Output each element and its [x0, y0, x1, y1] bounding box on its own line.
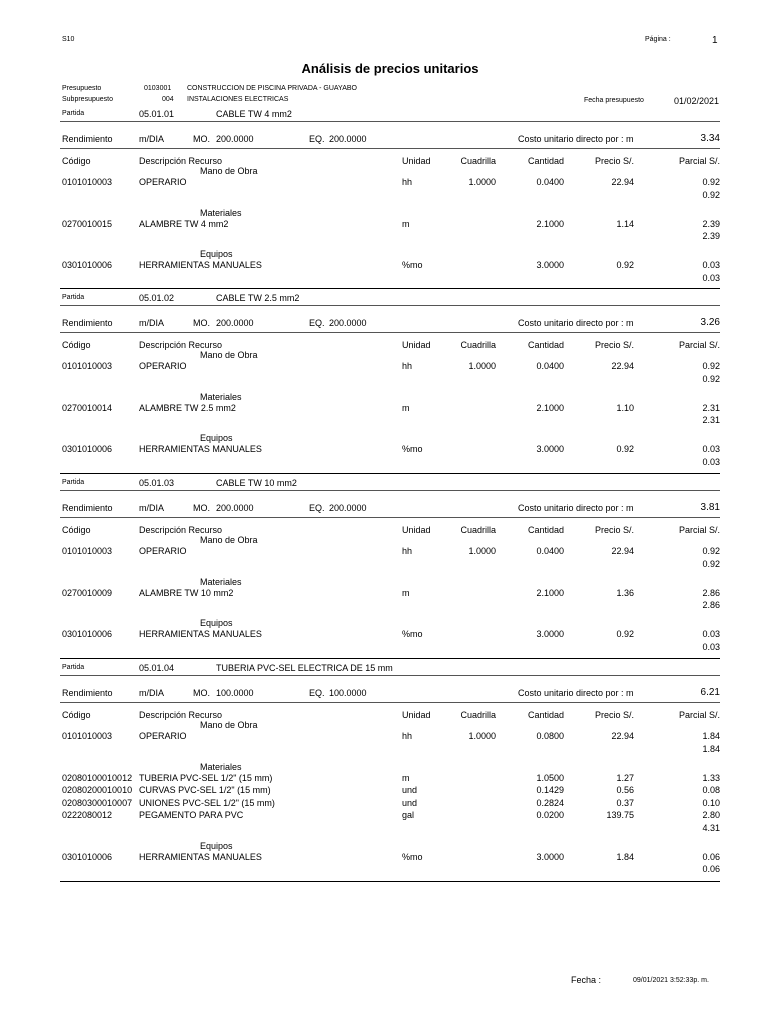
row-precio: 22.94 [611, 546, 634, 556]
materiales-heading: Materiales [200, 391, 242, 402]
presupuesto-name: CONSTRUCCION DE PISCINA PRIVADA - GUAYABO [187, 85, 357, 92]
col-descripcion: Descripción Recurso [139, 156, 223, 166]
materiales-total: 4.31 [702, 822, 720, 833]
eq-label: EQ. [309, 688, 325, 698]
col-parcial: Parcial S/. [678, 156, 720, 166]
row-descripcion: ALAMBRE TW 2.5 mm2 [139, 402, 236, 413]
eq-value: 200.0000 [329, 503, 367, 513]
row-unidad: %mo [402, 444, 423, 454]
eq-label: EQ. [309, 503, 325, 513]
mano-de-obra-heading: Mano de Obra [200, 166, 258, 176]
equipos-total: 0.06 [702, 864, 720, 874]
rendimiento-underline [60, 148, 720, 149]
partida-underline [60, 490, 720, 491]
mo-value: 200.0000 [216, 503, 254, 513]
footer-fecha-value: 09/01/2021 3:52:33p. m. [633, 977, 709, 984]
equipos-total: 0.03 [702, 641, 720, 652]
row-codigo: 0222080012 [62, 810, 113, 820]
row-cantidad: 3.0000 [536, 851, 564, 862]
row-unidad: hh [402, 546, 413, 556]
row-codigo: 0301010006 [62, 629, 113, 639]
mano-de-obra-total: 0.92 [702, 558, 720, 569]
rendimiento-unit: m/DIA [139, 688, 165, 698]
row-unidad: und [402, 797, 418, 808]
row-cuadrilla: 1.0000 [468, 546, 496, 556]
page-label: Página : [645, 36, 671, 43]
rendimiento-label: Rendimiento [62, 318, 113, 328]
row-descripcion: ALAMBRE TW 4 mm2 [139, 218, 229, 229]
col-precio: Precio S/. [594, 710, 634, 720]
row-precio: 1.84 [616, 851, 634, 862]
subpresupuesto-name: INSTALACIONES ELECTRICAS [187, 96, 289, 103]
rendimiento-unit: m/DIA [139, 503, 165, 513]
row-parcial: 2.86 [702, 587, 720, 598]
row-cantidad: 0.1429 [536, 785, 564, 795]
col-descripcion: Descripción Recurso [139, 525, 223, 535]
row-parcial: 0.03 [702, 260, 720, 270]
row-codigo: 0270010015 [62, 218, 113, 229]
row-parcial: 0.92 [702, 177, 720, 187]
equipos-heading: Equipos [200, 840, 233, 851]
row-cantidad: 0.2824 [536, 797, 564, 808]
row-descripcion: ALAMBRE TW 10 mm2 [139, 587, 234, 598]
mo-label: MO. [193, 503, 210, 513]
partida-label: Partida [62, 110, 85, 117]
col-descripcion: Descripción Recurso [139, 340, 223, 350]
partida-separator [60, 473, 720, 474]
row-precio: 1.10 [616, 402, 634, 413]
row-unidad: hh [402, 731, 413, 741]
partida-code: 05.01.03 [139, 478, 175, 488]
col-precio: Precio S/. [594, 156, 634, 166]
subpresupuesto-code: 004 [162, 96, 174, 103]
costo-label: Costo unitario directo por : m [518, 688, 634, 698]
row-parcial: 0.92 [702, 361, 720, 371]
row-precio: 0.92 [616, 260, 634, 270]
row-cuadrilla: 1.0000 [468, 361, 496, 371]
rendimiento-underline [60, 332, 720, 333]
row-cuadrilla: 1.0000 [468, 177, 496, 187]
col-descripcion: Descripción Recurso [139, 710, 223, 720]
row-cantidad: 0.0400 [536, 361, 564, 371]
costo-label: Costo unitario directo por : m [518, 318, 634, 328]
equipos-heading: Equipos [200, 618, 233, 628]
row-unidad: m [402, 587, 410, 598]
partida-code: 05.01.04 [139, 663, 175, 673]
row-unidad: %mo [402, 851, 423, 862]
partida-label: Partida [62, 479, 85, 486]
col-parcial: Parcial S/. [678, 525, 720, 535]
row-descripcion: HERRAMIENTAS MANUALES [139, 444, 262, 454]
col-codigo: Código [62, 710, 91, 720]
mo-value: 200.0000 [216, 134, 254, 144]
mano-de-obra-total: 1.84 [702, 743, 720, 754]
materiales-heading: Materiales [200, 576, 242, 587]
row-codigo: 0101010003 [62, 731, 113, 741]
row-cantidad: 2.1000 [536, 402, 564, 413]
row-unidad: %mo [402, 260, 423, 270]
row-parcial: 0.03 [702, 629, 720, 639]
row-precio: 0.92 [616, 444, 634, 454]
row-descripcion: OPERARIO [139, 546, 187, 556]
row-unidad: m [402, 218, 410, 229]
row-precio: 22.94 [611, 361, 634, 371]
row-codigo: 02080100010012 [62, 772, 133, 783]
row-parcial: 0.08 [702, 785, 720, 795]
system-label: S10 [62, 36, 75, 43]
rendimiento-unit: m/DIA [139, 318, 165, 328]
materiales-heading: Materiales [200, 207, 242, 218]
mano-de-obra-heading: Mano de Obra [200, 720, 258, 730]
row-precio: 22.94 [611, 177, 634, 187]
rendimiento-underline [60, 517, 720, 518]
costo-value: 6.21 [700, 687, 720, 698]
row-unidad: m [402, 402, 410, 413]
row-parcial: 0.06 [702, 851, 720, 862]
row-precio: 0.37 [616, 797, 634, 808]
col-codigo: Código [62, 525, 91, 535]
row-cantidad: 2.1000 [536, 587, 564, 598]
fecha-presupuesto-label: Fecha presupuesto [584, 97, 644, 104]
col-codigo: Código [62, 340, 91, 350]
partida-label: Partida [62, 664, 85, 671]
partida-underline [60, 675, 720, 676]
row-descripcion: OPERARIO [139, 731, 187, 741]
partida-separator [60, 658, 720, 659]
equipos-heading: Equipos [200, 433, 233, 443]
row-precio: 1.36 [616, 587, 634, 598]
row-codigo: 0101010003 [62, 177, 113, 187]
row-cantidad: 2.1000 [536, 218, 564, 229]
row-parcial: 0.92 [702, 546, 720, 556]
row-descripcion: CURVAS PVC-SEL 1/2" (15 mm) [139, 785, 271, 795]
partida-code: 05.01.01 [139, 109, 175, 119]
row-precio: 1.14 [616, 218, 634, 229]
partida-separator [60, 288, 720, 289]
row-parcial: 0.03 [702, 444, 720, 454]
row-cantidad: 0.0200 [536, 810, 564, 820]
partida-underline [60, 121, 720, 122]
costo-label: Costo unitario directo por : m [518, 503, 634, 513]
mano-de-obra-heading: Mano de Obra [200, 350, 258, 360]
footer-fecha-label: Fecha : [571, 975, 602, 985]
col-parcial: Parcial S/. [678, 340, 720, 350]
row-codigo: 0101010003 [62, 361, 113, 371]
row-precio: 139.75 [606, 810, 634, 820]
materiales-heading: Materiales [200, 761, 242, 772]
row-cantidad: 0.0800 [536, 731, 564, 741]
row-codigo: 0301010006 [62, 260, 113, 270]
col-cuadrilla: Cuadrilla [460, 156, 496, 166]
partida-code: 05.01.02 [139, 293, 175, 303]
row-parcial: 1.33 [702, 772, 720, 783]
col-unidad: Unidad [402, 156, 431, 166]
row-unidad: %mo [402, 629, 423, 639]
rendimiento-label: Rendimiento [62, 688, 113, 698]
col-unidad: Unidad [402, 525, 431, 535]
rendimiento-unit: m/DIA [139, 134, 165, 144]
partida-name: CABLE TW 10 mm2 [216, 478, 297, 488]
eq-value: 200.0000 [329, 134, 367, 144]
row-unidad: hh [402, 361, 413, 371]
row-codigo: 0270010014 [62, 402, 113, 413]
row-precio: 0.56 [616, 785, 634, 795]
costo-value: 3.81 [700, 502, 720, 513]
partida-name: CABLE TW 4 mm2 [216, 109, 292, 119]
mo-value: 100.0000 [216, 688, 254, 698]
rendimiento-label: Rendimiento [62, 503, 113, 513]
materiales-total: 2.86 [702, 600, 720, 610]
rendimiento-label: Rendimiento [62, 134, 113, 144]
fecha-presupuesto-value: 01/02/2021 [674, 96, 720, 106]
row-parcial: 2.39 [702, 218, 720, 229]
row-codigo: 02080200010010 [62, 785, 133, 795]
col-unidad: Unidad [402, 340, 431, 350]
row-codigo: 0301010006 [62, 851, 113, 862]
row-precio: 0.92 [616, 629, 634, 639]
col-unidad: Unidad [402, 710, 431, 720]
mano-de-obra-total: 0.92 [702, 373, 720, 384]
rendimiento-underline [60, 702, 720, 703]
presupuesto-label: Presupuesto [62, 85, 102, 92]
row-descripcion: HERRAMIENTAS MANUALES [139, 260, 262, 270]
mo-value: 200.0000 [216, 318, 254, 328]
row-descripcion: UNIONES PVC-SEL 1/2" (15 mm) [139, 797, 275, 808]
col-cantidad: Cantidad [527, 340, 564, 350]
col-precio: Precio S/. [594, 340, 634, 350]
row-codigo: 0270010009 [62, 587, 113, 598]
equipos-total: 0.03 [702, 272, 720, 283]
row-unidad: und [402, 785, 418, 795]
costo-value: 3.26 [700, 317, 720, 328]
eq-value: 200.0000 [329, 318, 367, 328]
row-cantidad: 3.0000 [536, 444, 564, 454]
mano-de-obra-total: 0.92 [702, 189, 720, 200]
row-cantidad: 0.0400 [536, 546, 564, 556]
col-cantidad: Cantidad [527, 525, 564, 535]
row-cantidad: 1.0500 [536, 772, 564, 783]
partida-underline [60, 305, 720, 306]
equipos-heading: Equipos [200, 249, 233, 259]
eq-value: 100.0000 [329, 688, 367, 698]
page-title: Análisis de precios unitarios [301, 61, 479, 76]
presupuesto-code: 0103001 [144, 85, 172, 92]
subpresupuesto-label: Subpresupuesto [62, 96, 113, 103]
row-descripcion: HERRAMIENTAS MANUALES [139, 851, 262, 862]
row-precio: 1.27 [616, 772, 634, 783]
partida-label: Partida [62, 294, 85, 301]
row-parcial: 0.10 [702, 797, 720, 808]
costo-label: Costo unitario directo por : m [518, 134, 634, 144]
mo-label: MO. [193, 688, 210, 698]
col-cuadrilla: Cuadrilla [460, 710, 496, 720]
eq-label: EQ. [309, 318, 325, 328]
row-unidad: hh [402, 177, 413, 187]
col-cuadrilla: Cuadrilla [460, 340, 496, 350]
costo-value: 3.34 [700, 133, 720, 144]
row-parcial: 2.31 [702, 402, 720, 413]
row-cantidad: 3.0000 [536, 260, 564, 270]
row-descripcion: TUBERIA PVC-SEL 1/2" (15 mm) [139, 772, 273, 783]
row-cantidad: 0.0400 [536, 177, 564, 187]
col-codigo: Código [62, 156, 91, 166]
eq-label: EQ. [309, 134, 325, 144]
row-descripcion: OPERARIO [139, 361, 187, 371]
row-parcial: 2.80 [702, 810, 720, 820]
col-cantidad: Cantidad [527, 156, 564, 166]
materiales-total: 2.39 [702, 231, 720, 241]
row-unidad: m [402, 772, 410, 783]
row-codigo: 02080300010007 [62, 797, 133, 808]
row-cantidad: 3.0000 [536, 629, 564, 639]
col-cuadrilla: Cuadrilla [460, 525, 496, 535]
final-separator [60, 881, 720, 882]
col-cantidad: Cantidad [527, 710, 564, 720]
col-precio: Precio S/. [594, 525, 634, 535]
row-descripcion: OPERARIO [139, 177, 187, 187]
row-cuadrilla: 1.0000 [468, 731, 496, 741]
row-descripcion: HERRAMIENTAS MANUALES [139, 629, 262, 639]
row-codigo: 0301010006 [62, 444, 113, 454]
row-precio: 22.94 [611, 731, 634, 741]
mano-de-obra-heading: Mano de Obra [200, 535, 258, 545]
mo-label: MO. [193, 318, 210, 328]
row-descripcion: PEGAMENTO PARA PVC [139, 810, 244, 820]
row-unidad: gal [402, 810, 415, 820]
row-parcial: 1.84 [702, 731, 720, 741]
col-parcial: Parcial S/. [678, 710, 720, 720]
mo-label: MO. [193, 134, 210, 144]
partida-name: CABLE TW 2.5 mm2 [216, 293, 300, 303]
row-codigo: 0101010003 [62, 546, 113, 556]
materiales-total: 2.31 [702, 415, 720, 425]
partida-name: TUBERIA PVC-SEL ELECTRICA DE 15 mm [216, 663, 393, 673]
page-number: 1 [712, 35, 718, 46]
equipos-total: 0.03 [702, 456, 720, 467]
